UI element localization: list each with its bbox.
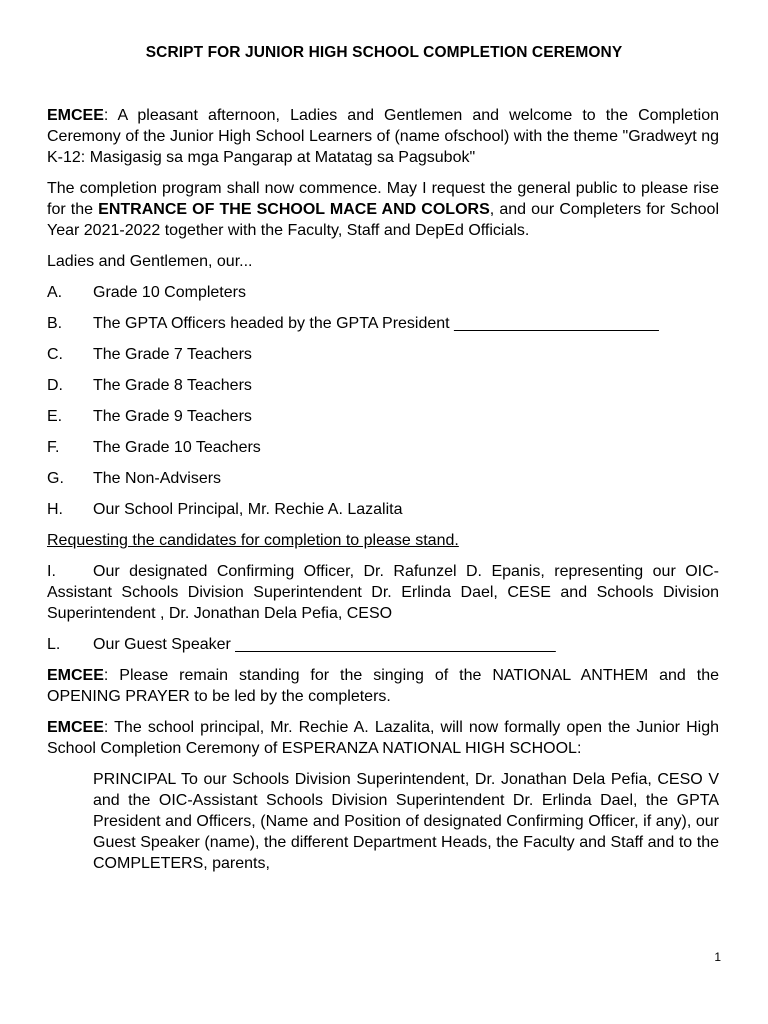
- list-item: [47, 468, 719, 489]
- paragraph-text: : The school principal, Mr. Rechie A. Lazalita, will now formally open the Junior High School Completion Ceremony of ESPERANZA NATIONAL HIGH SCHOOL:: [47, 719, 719, 757]
- list-text: The Grade 9 Teachers: [93, 408, 252, 425]
- list-text: Our School Principal, Mr. Rechie A. Lazalita: [93, 501, 403, 518]
- list-text: Grade 10 Completers: [93, 284, 246, 301]
- list-letter: I.: [47, 563, 56, 580]
- list-item: [47, 344, 719, 365]
- principal-speech-paragraph: PRINCIPAL To our Schools Division Superintendent, Dr. Jonathan Dela Pefia, CESO V and the OIC-Assistant Schools Division Superintendent Dr. Erlinda Dael, the GPTA President and Officers, (Name and Position of designated Confirming Officer, if any), our Guest Speaker (name), the different Department Heads, the Faculty and Staff and to the COMPLETERS, parents,: [93, 771, 719, 872]
- commencement-paragraph: [47, 178, 719, 241]
- list-letter: A.: [47, 284, 63, 301]
- list-letter: G.: [47, 470, 64, 487]
- speaker-label: EMCEE: [47, 667, 104, 684]
- principal-opening-paragraph: [47, 717, 719, 759]
- speaker-label: EMCEE: [47, 107, 104, 124]
- list-letter: C.: [47, 346, 63, 363]
- list-letter: B.: [47, 315, 63, 332]
- list-item: [47, 499, 719, 520]
- list-item: [47, 406, 719, 427]
- list-text: Our Guest Speaker ____________________________________: [93, 636, 556, 653]
- document-title: SCRIPT FOR JUNIOR HIGH SCHOOL COMPLETION CEREMONY: [145, 44, 623, 61]
- emcee-welcome-paragraph: [47, 105, 719, 168]
- bold-phrase: ENTRANCE OF THE SCHOOL MACE AND COLORS: [98, 201, 490, 218]
- confirming-officer-paragraph: [47, 561, 719, 624]
- list-letter: D.: [47, 377, 63, 394]
- document-body: [47, 105, 719, 884]
- ladies-gentlemen-line: Ladies and Gentlemen, our...: [47, 253, 253, 270]
- list-item: [47, 437, 719, 458]
- list-item: [47, 634, 719, 655]
- list-letter: H.: [47, 501, 63, 518]
- paragraph-text: Our designated Confirming Officer, Dr. Rafunzel D. Epanis, representing our OIC-Assistant Schools Division Superintendent Dr. Erlinda Dael, CESE and Schools Division Superintendent , Dr. Jonathan Dela Pefia, CESO: [47, 563, 719, 622]
- list-text: The GPTA Officers headed by the GPTA President _______________________: [93, 315, 659, 332]
- list-letter: F.: [47, 439, 60, 456]
- anthem-paragraph: [47, 665, 719, 707]
- list-letter: L.: [47, 636, 61, 653]
- paragraph-text: : A pleasant afternoon, Ladies and Gentlemen and welcome to the Completion Ceremony of the Junior High School Learners of (name ofschool) with the theme "Gradweyt ng K-12: Masigasig sa mga Pangarap at Matatag sa Pagsubok": [47, 107, 719, 166]
- list-item: [47, 375, 719, 396]
- list-item: [47, 282, 719, 303]
- paragraph-text: : Please remain standing for the singing of the NATIONAL ANTHEM and the OPENING PRAYER to be led by the completers.: [47, 667, 719, 705]
- paragraph-text: , and our Completers for School Year 2021-2022 together with the Faculty, Staff and DepEd Officials.: [47, 201, 719, 239]
- list-text: The Grade 8 Teachers: [93, 377, 252, 394]
- list-text: The Grade 10 Teachers: [93, 439, 261, 456]
- speaker-label: EMCEE: [47, 719, 104, 736]
- list-letter: E.: [47, 408, 63, 425]
- list-text: The Grade 7 Teachers: [93, 346, 252, 363]
- list-text: The Non-Advisers: [93, 470, 222, 487]
- underlined-instruction: Requesting the candidates for completion to please stand.: [47, 532, 459, 549]
- paragraph-text: The completion program shall now commence. May I request the general public to please rise for the: [47, 180, 719, 218]
- list-item: [47, 313, 719, 334]
- page-number: 1: [714, 950, 721, 964]
